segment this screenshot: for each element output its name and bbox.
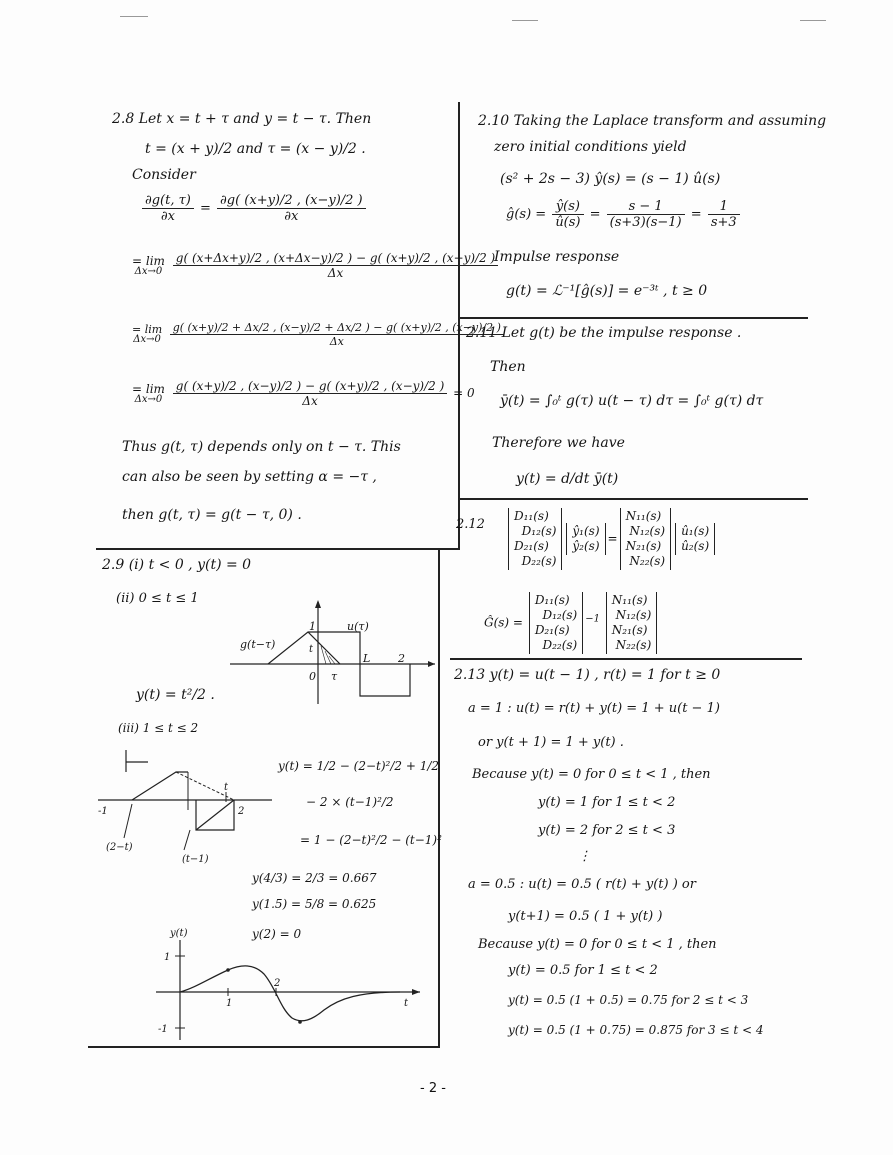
text-line: 2.8 Let x = t + τ and y = t − τ. Then — [112, 111, 372, 127]
text-line: ⋮ — [578, 849, 591, 864]
equation: y(1.5) = 5/8 = 0.625 — [252, 897, 377, 911]
svg-text:2: 2 — [238, 806, 245, 817]
convolution-figure-ii — [230, 596, 440, 706]
equation: g(t) = ℒ⁻¹[ĝ(s)] = e⁻³ᵗ , t ≥ 0 — [506, 283, 708, 299]
text-line: a = 1 : u(t) = r(t) + y(t) = 1 + u(t − 1) — [468, 701, 720, 716]
matrix-equation: Ĝ(s) = D₁₁(s) D₁₂(s) D₂₁(s) D₂₂(s) $^{-1}$ N₁₁(s) N₁₂(s) N₂₁(s) N₂₂(s) — [484, 592, 659, 654]
fig-label: g(t−τ) — [240, 638, 276, 651]
svg-text:y(t): y(t) — [170, 928, 188, 939]
bottom-border — [88, 1046, 440, 1048]
fig-label: t — [309, 644, 314, 655]
text-line: (iii) 1 ≤ t ≤ 2 — [118, 721, 199, 735]
equation: y(t) = d/dt ȳ(t) — [516, 471, 619, 487]
text-line: 2.11 Let g(t) be the impulse response . — [466, 325, 742, 341]
equation: y(t) = 1/2 − (2−t)²/2 + 1/2 — [278, 759, 440, 773]
text-line: y(t+1) = 0.5 ( 1 + y(t) ) — [508, 909, 663, 924]
equation: − 2 × (t−1)²/2 — [306, 795, 394, 809]
divider-2-11 — [458, 498, 808, 500]
text-line: y(t) = 0.5 (1 + 0.5) = 0.75 for 2 ≤ t < 3 — [508, 993, 749, 1007]
svg-text:2: 2 — [274, 978, 281, 989]
fig-label: L — [363, 652, 371, 665]
text-line: then g(t, τ) = g(t − τ, 0) . — [122, 507, 302, 523]
text-line: Because y(t) = 0 for 0 ≤ t < 1 , then — [478, 937, 717, 952]
svg-text:(2−t): (2−t) — [106, 842, 133, 853]
svg-text:1: 1 — [164, 952, 171, 963]
text-line: 2.13 y(t) = u(t − 1) , r(t) = 1 for t ≥ 0 — [454, 667, 721, 683]
text-line: Thus g(t, τ) depends only on t − τ. This — [122, 439, 401, 455]
svg-text:t: t — [224, 782, 229, 793]
text-line: y(t) = 0.5 for 1 ≤ t < 2 — [508, 963, 658, 978]
matrix-equation: D₁₁(s) D₁₂(s) D₂₁(s) D₂₂(s) ŷ₁(s) ŷ₂(s) = N₁₁(s) N₁₂(s) N₂₁(s) N₂₂(s) û₁(s) û₂(s) — [506, 508, 717, 570]
equation: = lim Δx→0 g( (x+y)/2 + Δx/2 , (x−y)/2 + Δx/2 ) − g( (x+y)/2 , (x−y)/2 ) Δx — [130, 322, 506, 347]
text-line: y(t) = t²/2 . — [136, 687, 215, 703]
text-line: Because y(t) = 0 for 0 ≤ t < 1 , then — [472, 767, 711, 782]
divider-2-12 — [450, 658, 802, 660]
equation: ȳ(t) = ∫₀ᵗ g(τ) u(t − τ) dτ = ∫₀ᵗ g(τ) dτ — [500, 393, 764, 409]
svg-text:t: t — [404, 998, 409, 1009]
text-line: or y(t + 1) = 1 + y(t) . — [478, 735, 624, 750]
text-line: (ii) 0 ≤ t ≤ 1 — [116, 591, 199, 606]
text-line: zero initial conditions yield — [494, 139, 687, 155]
fig-label: 1 — [309, 620, 316, 633]
equation: = lim Δx→0 $\frac{g( (x+\Delta x+y)/2 , (x+\Delta x-y)/2 ) - g( (x+y)/2 , (x-y)/2 )}{\Delta x}$ — [130, 252, 500, 279]
svg-text:-1: -1 — [98, 806, 108, 817]
text-line: Impulse response — [494, 249, 620, 265]
step-response-plot — [150, 926, 430, 1042]
problem-label: 2.12 — [456, 517, 485, 532]
equation: ĝ(s) = $\frac{ŷ(s)}{û(s)}$ = $\frac{s - 1}{(s+3)(s-1)}$ = $\frac{1}{s+3}$ — [506, 200, 742, 229]
equation: $\frac{\partial g(t, \tau)}{\partial x}$ = $\frac{\partial g( (x+y)/2 , (x-y)/2 )}{\partial x}$ — [140, 194, 368, 223]
text-line: t = (x + y)/2 and τ = (x − y)/2 . — [145, 141, 366, 157]
text-line: Therefore we have — [492, 435, 625, 451]
text-line: Consider — [132, 167, 196, 183]
text-line: can also be seen by setting α = −τ , — [122, 469, 377, 485]
text-line: a = 0.5 : u(t) = 0.5 ( r(t) + y(t) ) or — [468, 877, 696, 892]
scan-mark — [800, 20, 826, 21]
equation: = lim Δx→0 $\frac{g( (x+y)/2 , (x-y)/2 ) - g( (x+y)/2 , (x-y)/2 )}{\Delta x}$ = 0 — [132, 379, 475, 408]
text-line: 2.9 (i) t < 0 , y(t) = 0 — [102, 557, 252, 573]
scan-mark — [120, 16, 148, 17]
equation: y(4/3) = 2/3 = 0.667 — [252, 871, 377, 885]
svg-text:1: 1 — [226, 998, 233, 1009]
page-number: - 2 - — [420, 1081, 446, 1096]
text-line: y(t) = 0.5 (1 + 0.75) = 0.875 for 3 ≤ t < 4 — [508, 1023, 764, 1037]
fig-label: τ — [331, 670, 338, 683]
text-line: y(t) = 1 for 1 ≤ t < 2 — [538, 795, 676, 810]
divider-2-10 — [458, 317, 808, 319]
equation: (s² + 2s − 3) ŷ(s) = (s − 1) û(s) — [500, 171, 721, 187]
svg-text:-1: -1 — [158, 1024, 168, 1035]
text-line: y(t) = 2 for 2 ≤ t < 3 — [538, 823, 676, 838]
text-line: 2.10 Taking the Laplace transform and assuming — [478, 113, 827, 129]
divider-2-8 — [96, 548, 458, 550]
equation: y(2) = 0 — [252, 927, 302, 941]
svg-text:(t−1): (t−1) — [182, 854, 209, 865]
fig-label: 2 — [398, 652, 405, 665]
text-line: Then — [490, 359, 526, 375]
fig-label: u(τ) — [347, 620, 369, 633]
fig-label: 0 — [309, 670, 316, 683]
scan-mark — [512, 20, 538, 21]
convolution-figure-iii — [96, 750, 276, 870]
equation: = 1 − (2−t)²/2 − (t−1)² — [300, 833, 442, 847]
